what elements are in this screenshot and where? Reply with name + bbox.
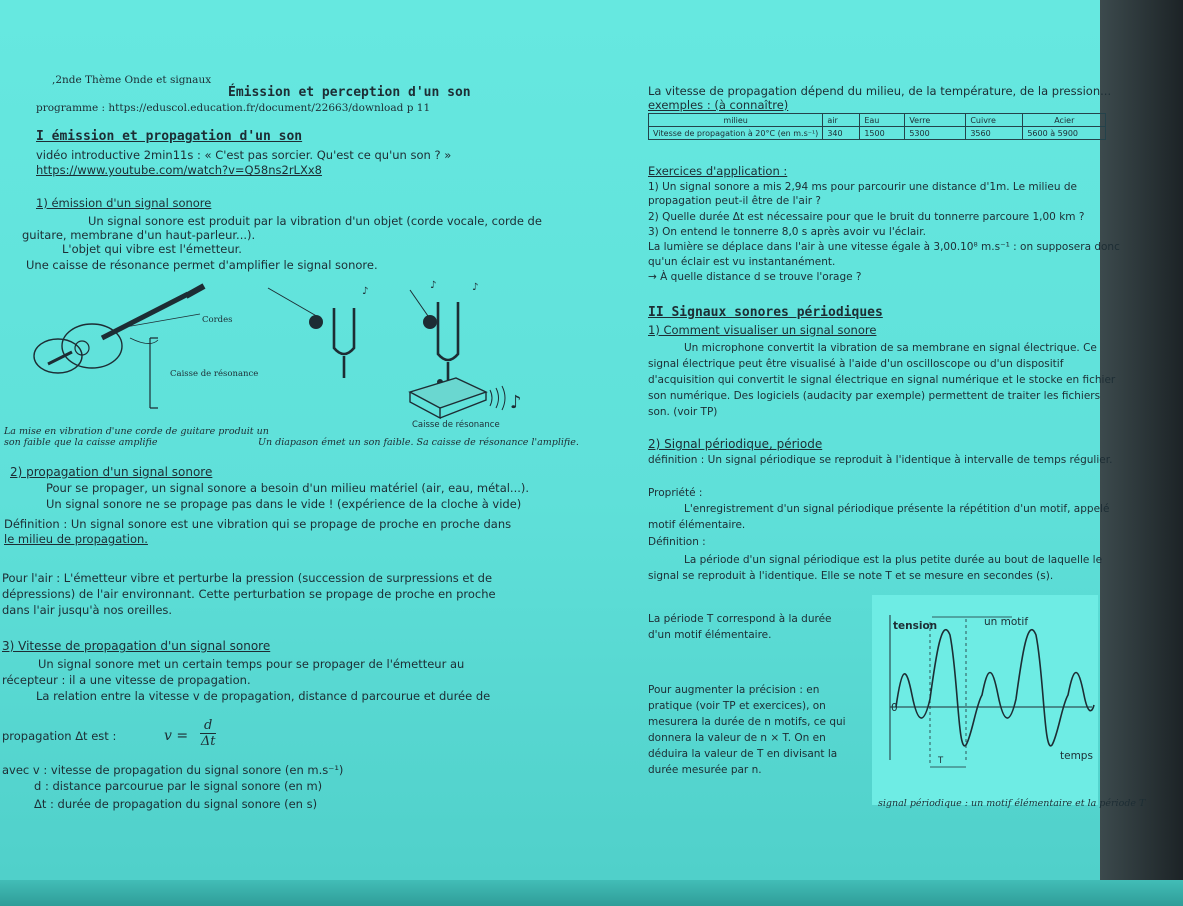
table-cell: Acier	[1023, 114, 1106, 127]
graph-y-label: tension	[893, 620, 938, 632]
text-line: L'objet qui vibre est l'émetteur.	[62, 242, 242, 256]
text-line: son numérique. Des logiciels (audacity par exemple) permettent de traiter les fichiers	[648, 390, 1101, 402]
section-1-heading: I émission et propagation d'un son	[36, 129, 303, 144]
class-line: ,2nde Thème Onde et signaux	[52, 74, 212, 86]
label-cordes: Cordes	[202, 315, 233, 325]
table-cell: air	[823, 114, 860, 127]
formula-numerator: d	[200, 718, 216, 734]
table-cell: Vitesse de propagation à 20°C (en m.s⁻¹)	[649, 127, 823, 140]
text-line: d'acquisition qui convertit le signal électrique en signal numérique et le stocke en fichier	[648, 374, 1116, 386]
table-cell: 3560	[966, 127, 1023, 140]
graph-zero-label: 0	[891, 702, 898, 714]
text-line: durée mesurée par n.	[648, 764, 762, 776]
table-cell: Verre	[905, 114, 966, 127]
text-line: guitare, membrane d'un haut-parleur...).	[22, 228, 256, 242]
caption-tuning-fork: Un diapason émet un son faible. Sa caisse de résonance l'amplifie.	[258, 437, 579, 448]
svg-text:♪: ♪	[362, 286, 369, 297]
table-cell: Eau	[860, 114, 905, 127]
text-line: Une caisse de résonance permet d'amplifier le signal sonore.	[26, 258, 378, 272]
page-title: Émission et perception d'un son	[228, 85, 471, 100]
exercise-line: qu'un éclair est vu instantanément.	[648, 256, 836, 268]
text-line: avec v : vitesse de propagation du signal sonore (en m.s⁻¹)	[2, 763, 344, 777]
text-line: La relation entre la vitesse v de propagation, distance d parcourue et durée de	[36, 689, 491, 703]
formula-denominator: Δt	[200, 734, 216, 749]
graph-period-label: T	[938, 756, 944, 766]
text-line: La période T correspond à la durée	[648, 613, 832, 625]
tuning-fork-illustration	[268, 280, 522, 418]
svg-text:♪: ♪	[472, 282, 479, 293]
definition-title: Définition :	[648, 536, 706, 548]
text-line: dans l'air jusqu'à nos oreilles.	[2, 603, 173, 617]
section-2-heading: II Signaux sonores périodiques	[648, 305, 883, 320]
exercise-line: 2) Quelle durée Δt est nécessaire pour que le bruit du tonnerre parcoure 1,00 km ?	[648, 211, 1085, 223]
text-line: signal électrique peut être visualisé à l'aide d'un oscilloscope ou d'un dispositif	[648, 358, 1064, 370]
label-caisse-guitare: Caisse de résonance	[170, 369, 259, 379]
subsection-1-3-title: 3) Vitesse de propagation d'un signal sonore	[2, 639, 271, 653]
text-line: d'un motif élémentaire.	[648, 629, 772, 641]
text-line: d : distance parcourue par le signal sonore (en m)	[34, 779, 323, 793]
definition-line: Définition : Un signal sonore est une vibration qui se propage de proche en proche dans	[4, 517, 512, 531]
text-line: La période d'un signal périodique est la plus petite durée au bout de laquelle le	[684, 554, 1103, 566]
text-line: récepteur : il a une vitesse de propagation.	[2, 673, 251, 687]
formula-fraction	[200, 718, 216, 749]
subsection-2-2-title: 2) Signal périodique, période	[648, 437, 823, 451]
exercise-line: → À quelle distance d se trouve l'orage ?	[648, 271, 862, 283]
exercise-line: 1) Un signal sonore a mis 2,94 ms pour parcourir une distance d'1m. Le milieu de	[648, 181, 1077, 193]
svg-text:♪: ♪	[510, 392, 522, 413]
video-intro: vidéo introductive 2min11s : « C'est pas sorcier. Qu'est ce qu'un son ? »	[36, 148, 452, 162]
programme-link[interactable]: programme : https://eduscol.education.fr/document/22663/download p 11	[36, 102, 431, 114]
text-line: son. (voir TP)	[648, 406, 718, 418]
youtube-link[interactable]: https://www.youtube.com/watch?v=Q58ns2rLXx8	[36, 163, 322, 177]
table-cell: 5300	[905, 127, 966, 140]
caption-guitar-1: La mise en vibration d'une corde de guitare produit un	[4, 426, 269, 437]
text-line: mesurera la durée de n motifs, ce qui	[648, 716, 846, 728]
text-line: Un signal sonore met un certain temps pour se propager de l'émetteur au	[38, 657, 465, 671]
text-line: Pour se propager, un signal sonore a besoin d'un milieu matériel (air, eau, métal...).	[46, 481, 530, 495]
text-line: dépressions) de l'air environnant. Cette perturbation se propage de proche en proche	[2, 587, 496, 601]
guitar-illustration	[34, 286, 204, 408]
text-line: Δt : durée de propagation du signal sonore (en s)	[34, 797, 318, 811]
property-title: Propriété :	[648, 487, 703, 499]
text-line: signal se reproduit à l'identique. Elle se note T et se mesure en secondes (s).	[648, 570, 1054, 582]
text-line: motif élémentaire.	[648, 519, 746, 531]
svg-text:♪: ♪	[430, 280, 437, 291]
speed-table	[648, 113, 1106, 140]
caption-guitar-2: son faible que la caisse amplifie	[4, 437, 158, 448]
subsection-2-1-title: 1) Comment visualiser un signal sonore	[648, 323, 877, 337]
table-cell: 340	[823, 127, 860, 140]
instrument-figures	[10, 278, 530, 428]
graph-caption: signal périodique : un motif élémentaire et la période T	[878, 798, 1146, 809]
subsection-1-2-title: 2) propagation d'un signal sonore	[10, 465, 213, 479]
exercise-line: propagation peut-il être de l'air ?	[648, 195, 821, 207]
exercises-title: Exercices d'application :	[648, 164, 788, 178]
text-line: déduira la valeur de T en divisant la	[648, 748, 838, 760]
definition-periodic: définition : Un signal périodique se reproduit à l'identique à intervalle de temps régulier.	[648, 454, 1113, 466]
text-line: propagation Δt est :	[2, 729, 117, 743]
text-line: Un signal sonore est produit par la vibration d'un objet (corde vocale, corde de	[88, 214, 542, 228]
background-desk	[1100, 0, 1183, 906]
text-line: L'enregistrement d'un signal périodique présente la répétition d'un motif, appelé	[684, 503, 1110, 515]
table-cell: 5600 à 5900	[1023, 127, 1106, 140]
label-caisse-diapason: Caisse de résonance	[412, 420, 500, 430]
subsection-1-1-title: 1) émission d'un signal sonore	[36, 196, 212, 210]
text-line: pratique (voir TP et exercices), on	[648, 700, 826, 712]
table-cell: 1500	[860, 127, 905, 140]
table-row	[649, 114, 1106, 127]
text-line: donnera la valeur de n × T. On en	[648, 732, 826, 744]
graph-motif-label: un motif	[984, 616, 1029, 628]
text-line: Pour augmenter la précision : en	[648, 684, 820, 696]
formula-lhs: v =	[164, 728, 189, 744]
examples-label: exemples : (à connaître)	[648, 98, 789, 112]
table-row	[649, 127, 1106, 140]
text-line: Un microphone convertit la vibration de sa membrane en signal électrique. Ce	[684, 342, 1097, 354]
table-cell: Cuivre	[966, 114, 1023, 127]
graph-x-label: temps	[1060, 750, 1093, 762]
text-line: Un signal sonore ne se propage pas dans le vide ! (expérience de la cloche à vide)	[46, 497, 522, 511]
table-cell: milieu	[649, 114, 823, 127]
definition-line: le milieu de propagation.	[4, 532, 148, 546]
text-line: Pour l'air : L'émetteur vibre et perturbe la pression (succession de surpressions et de	[2, 571, 493, 585]
exercise-line: La lumière se déplace dans l'air à une vitesse égale à 3,00.10⁸ m.s⁻¹ : on supposera donc	[648, 241, 1120, 253]
exercise-line: 3) On entend le tonnerre 8,0 s après avoir vu l'éclair.	[648, 226, 926, 238]
page-bottom-edge	[0, 880, 1183, 906]
speed-intro: La vitesse de propagation dépend du milieu, de la température, de la pression...	[648, 84, 1112, 98]
